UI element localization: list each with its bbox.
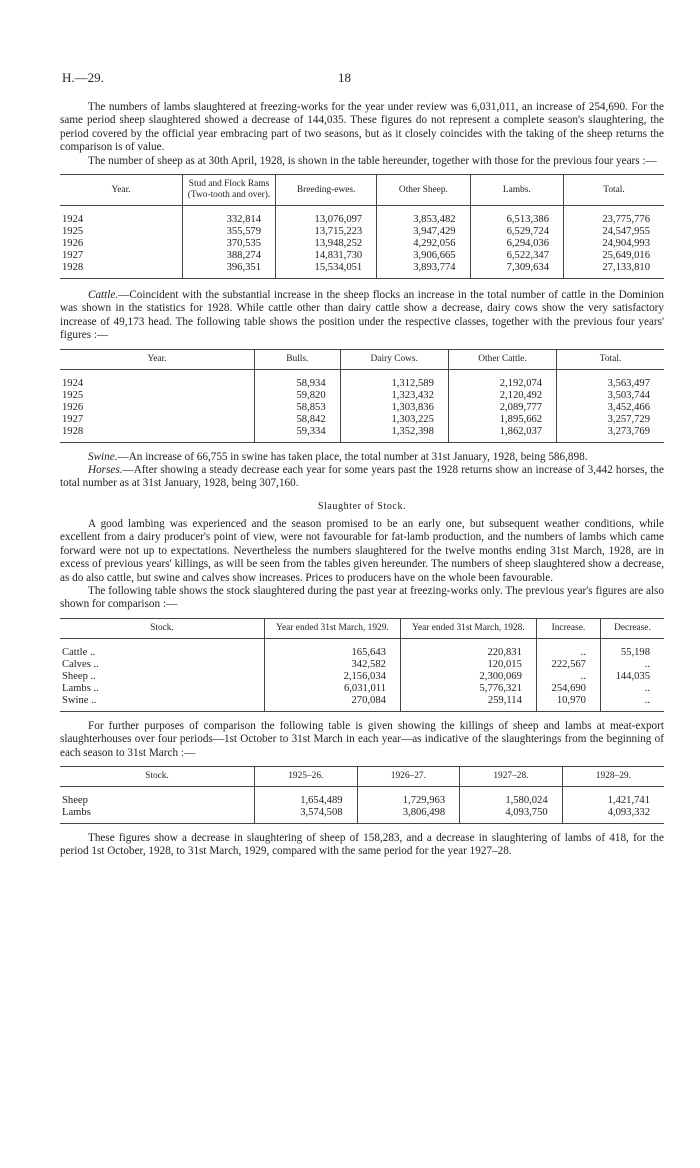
table-row [60, 695, 664, 712]
value-cell: 3,563,497 [557, 378, 664, 390]
th-1926-27: 1926–27. [357, 766, 460, 786]
row-label: Lambs .. [62, 682, 99, 694]
row-label: 1928 [62, 262, 84, 274]
row-label-cell [60, 390, 255, 402]
row-label-cell [60, 378, 255, 390]
value-cell: 1,729,963 [357, 795, 460, 807]
value-cell: 6,529,724 [470, 226, 563, 238]
row-label-cell [60, 807, 255, 824]
paragraph-swine [60, 451, 664, 464]
th-total: Total. [563, 175, 664, 206]
value-cell: 120,015 [400, 659, 536, 671]
row-label: 1926 [62, 238, 84, 250]
cattle-table [60, 349, 664, 443]
row-label-cell [60, 695, 265, 712]
th-other-sheep: Other Sheep. [377, 175, 470, 206]
value-cell: 1,303,225 [340, 414, 448, 426]
row-label: 1924 [62, 377, 84, 389]
row-label-cell [60, 426, 255, 443]
th-1927-28: 1927–28. [460, 766, 563, 786]
row-label-cell [60, 250, 183, 262]
cattle-lead: Cattle. [88, 289, 119, 302]
value-cell: 259,114 [400, 695, 536, 712]
value-cell: 342,582 [265, 659, 401, 671]
value-cell: 6,031,011 [265, 683, 401, 695]
value-cell: 396,351 [183, 262, 276, 279]
value-cell: 165,643 [265, 647, 401, 659]
paragraph-cattle [60, 289, 664, 343]
value-cell: 1,654,489 [255, 795, 358, 807]
th-year-1928: Year ended 31st March, 1928. [400, 618, 536, 638]
row-label: 1928 [62, 425, 84, 437]
page-body [60, 101, 664, 859]
value-cell: 55,198 [600, 647, 664, 659]
row-label: Calves .. [62, 658, 99, 670]
table-row [60, 402, 664, 414]
value-cell: 332,814 [183, 214, 276, 226]
value-cell: 59,334 [255, 426, 341, 443]
cattle-text: —Coincident with the substantial increase in the sheep flocks an increase in the total number of cattle in the Dominion was shown in the statistics for 1928. While cattle other than dairy cattle show a decrease, dairy cows show the very satisfactory increase of 49,173 head. The following table shows the position under the respective classes, together with the previous four years' figures :— [60, 289, 664, 342]
value-cell: 1,421,741 [562, 795, 664, 807]
value-cell: .. [536, 671, 600, 683]
table-row [60, 250, 664, 262]
row-label: 1925 [62, 226, 84, 238]
value-cell: 7,309,634 [470, 262, 563, 279]
value-cell: 2,300,069 [400, 671, 536, 683]
table-row [60, 378, 664, 390]
paragraph-sheep-intro: The number of sheep as at 30th April, 1928, is shown in the table hereunder, together with those for the previous four years :— [88, 154, 657, 167]
value-cell: 27,133,810 [563, 262, 664, 279]
value-cell: 6,294,036 [470, 238, 563, 250]
row-label-cell [60, 238, 183, 250]
swine-lead: Swine. [88, 450, 118, 463]
value-cell: 3,806,498 [357, 807, 460, 824]
cattle-table-header [60, 349, 664, 369]
value-cell: 59,820 [255, 390, 341, 402]
value-cell: 4,093,332 [562, 807, 664, 824]
row-label: 1924 [62, 214, 84, 226]
row-label-cell [60, 659, 265, 671]
table-spacer [60, 786, 664, 795]
value-cell: 254,690 [536, 683, 600, 695]
value-cell: 222,567 [536, 659, 600, 671]
th-dairy-cows: Dairy Cows. [340, 349, 448, 369]
table-spacer [60, 369, 664, 378]
slaughter-table [60, 618, 664, 712]
table-row [60, 214, 664, 226]
value-cell: .. [600, 695, 664, 712]
table-row [60, 659, 664, 671]
value-cell: 23,775,776 [563, 214, 664, 226]
row-label: 1927 [62, 250, 84, 262]
table-row [60, 262, 664, 279]
value-cell: 3,574,508 [255, 807, 358, 824]
th-decrease: Decrease. [600, 618, 664, 638]
row-label-cell [60, 414, 255, 426]
swine-text: —An increase of 66,755 in swine has taken place, the total number at 31st January, 1928, being 586,898. [117, 450, 588, 463]
value-cell: 25,649,016 [563, 250, 664, 262]
value-cell: 3,853,482 [377, 214, 470, 226]
value-cell: 220,831 [400, 647, 536, 659]
th-bulls: Bulls. [255, 349, 341, 369]
value-cell: 3,947,429 [377, 226, 470, 238]
paragraph-lambing: A good lambing was experienced and the season promised to be an early one, but subsequent weather conditions, while excellent from a dairy producer's point of view, were not favourable for fat-lamb production, and the numbers of lambs which came forward were not up to expectations. Nevertheless the numbers slaughtered for the twelve months ending 31st March, 1928, are in excess of previous years' killings, as will be seen from the tables given hereunder. The numbers of sheep slaughtered show a decrease, as do also cattle, but swine and calves show increases. Prices to producers have on the whole been favourable. [60, 517, 664, 584]
period-table-header [60, 766, 664, 786]
row-label: 1927 [62, 413, 84, 425]
value-cell: 144,035 [600, 671, 664, 683]
horses-text: —After showing a steady decrease each year for some years past the 1928 returns show an increase of 3,442 horses, the total number as at 31st January, 1928, being 307,160. [60, 464, 664, 490]
th-ewes: Breeding-ewes. [276, 175, 377, 206]
paragraph-horses [60, 464, 664, 491]
value-cell: 2,089,777 [448, 402, 556, 414]
page-number: 18 [338, 70, 351, 85]
table-row [60, 671, 664, 683]
value-cell: 3,452,466 [557, 402, 664, 414]
value-cell: 3,503,744 [557, 390, 664, 402]
table-row [60, 683, 664, 695]
value-cell: 58,853 [255, 402, 341, 414]
paragraph-comparison: For further purposes of comparison the following table is given showing the killings of sheep and lambs at meat-export slaughterhouses over four periods—1st October to 31st March in each year—as indicative of the slaughterings from the beginning of each season to 31st March :— [60, 719, 664, 759]
row-label: Lambs [62, 806, 91, 818]
th-1928-29: 1928–29. [562, 766, 664, 786]
th-lambs: Lambs. [470, 175, 563, 206]
value-cell: 355,579 [183, 226, 276, 238]
value-cell: 4,292,056 [377, 238, 470, 250]
value-cell: 6,513,386 [470, 214, 563, 226]
value-cell: 388,274 [183, 250, 276, 262]
value-cell: 1,895,662 [448, 414, 556, 426]
row-label-cell [60, 402, 255, 414]
paragraph-summary: These figures show a decrease in slaughtering of sheep of 158,283, and a decrease in slaughtering of lambs of 418, for the period 1st October, 1928, to 31st March, 1929, compared with the same period for the year 1927–28. [60, 831, 664, 858]
th-total: Total. [557, 349, 664, 369]
value-cell: .. [536, 647, 600, 659]
th-year-1929: Year ended 31st March, 1929. [265, 618, 401, 638]
value-cell: 2,120,492 [448, 390, 556, 402]
value-cell: 58,842 [255, 414, 341, 426]
row-label-cell [60, 262, 183, 279]
table-row [60, 414, 664, 426]
value-cell: 270,084 [265, 695, 401, 712]
value-cell: 13,715,223 [276, 226, 377, 238]
paragraph-lambs-slaughtered: The numbers of lambs slaughtered at freezing-works for the year under review was 6,031,011, an increase of 254,690. For the same period sheep slaughtered showed a decrease of 144,035. These figures do not represent a complete season's slaughtering, the period covered by the official year embracing part of two seasons, but as it closely coincides with the taking of the sheep returns the comparison is of value. [60, 101, 664, 154]
th-other-cattle: Other Cattle. [448, 349, 556, 369]
th-stock: Stock. [60, 618, 265, 638]
row-label-cell [60, 226, 183, 238]
table-row [60, 795, 664, 807]
row-label: Swine .. [62, 694, 97, 706]
table-row [60, 647, 664, 659]
table-row [60, 226, 664, 238]
th-1925-26: 1925–26. [255, 766, 358, 786]
value-cell: 24,904,993 [563, 238, 664, 250]
row-label-cell [60, 795, 255, 807]
value-cell: 3,893,774 [377, 262, 470, 279]
value-cell: 1,323,432 [340, 390, 448, 402]
row-label-cell [60, 671, 265, 683]
value-cell: 1,862,037 [448, 426, 556, 443]
row-label: Sheep [62, 794, 88, 806]
value-cell: 1,580,024 [460, 795, 563, 807]
value-cell: 370,535 [183, 238, 276, 250]
value-cell: .. [600, 683, 664, 695]
value-cell: 13,076,097 [276, 214, 377, 226]
row-label: Cattle .. [62, 646, 96, 658]
row-label: 1925 [62, 389, 84, 401]
th-year: Year. [60, 349, 255, 369]
value-cell: 3,906,665 [377, 250, 470, 262]
value-cell: 2,156,034 [265, 671, 401, 683]
row-label: 1926 [62, 401, 84, 413]
value-cell: 3,273,769 [557, 426, 664, 443]
th-year: Year. [60, 175, 183, 206]
row-label: Sheep .. [62, 670, 96, 682]
th-rams: Stud and Flock Rams (Two-tooth and over). [183, 175, 276, 206]
value-cell: 13,948,252 [276, 238, 377, 250]
th-stock: Stock. [60, 766, 255, 786]
value-cell: 5,776,321 [400, 683, 536, 695]
th-increase: Increase. [536, 618, 600, 638]
row-label-cell [60, 683, 265, 695]
row-label-cell [60, 214, 183, 226]
period-table [60, 766, 664, 824]
row-label-cell [60, 647, 265, 659]
horses-lead: Horses. [88, 464, 123, 477]
value-cell: 58,934 [255, 378, 341, 390]
value-cell: 2,192,074 [448, 378, 556, 390]
table-spacer [60, 638, 664, 647]
value-cell: 14,831,730 [276, 250, 377, 262]
value-cell: 15,534,051 [276, 262, 377, 279]
value-cell: 10,970 [536, 695, 600, 712]
slaughter-table-header [60, 618, 664, 638]
table-row [60, 238, 664, 250]
paragraph-slaughter-intro: The following table shows the stock slaughtered during the past year at freezing-works only. The previous year's figures are also shown for comparison :— [60, 584, 664, 611]
value-cell: 1,303,836 [340, 402, 448, 414]
sheep-table-header [60, 175, 664, 206]
sheep-table [60, 174, 664, 279]
value-cell: 4,093,750 [460, 807, 563, 824]
section-heading: Slaughter of Stock. [317, 500, 407, 512]
value-cell: 3,257,729 [557, 414, 664, 426]
value-cell: 1,312,589 [340, 378, 448, 390]
value-cell: .. [600, 659, 664, 671]
value-cell: 24,547,955 [563, 226, 664, 238]
table-row [60, 426, 664, 443]
page-header-ref: H.—29. [62, 70, 104, 85]
value-cell: 1,352,398 [340, 426, 448, 443]
table-spacer [60, 206, 664, 215]
value-cell: 6,522,347 [470, 250, 563, 262]
table-row [60, 390, 664, 402]
table-row [60, 807, 664, 824]
